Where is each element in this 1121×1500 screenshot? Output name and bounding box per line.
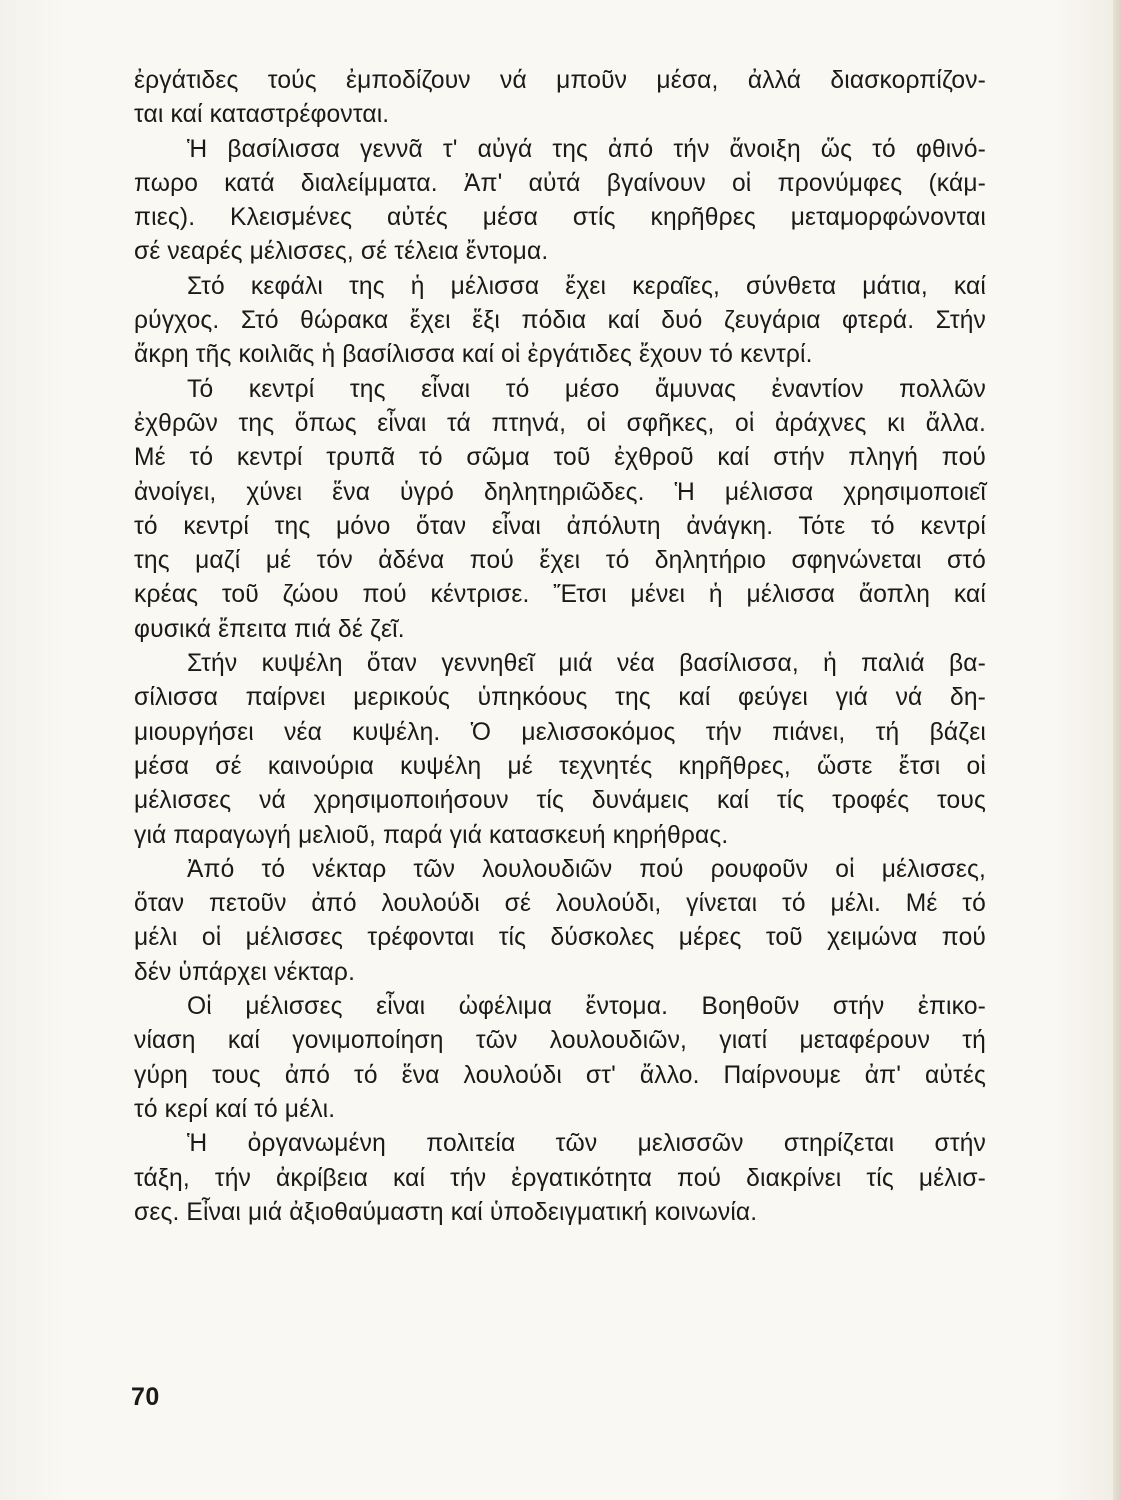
- text-line: νίαση καί γονιμοποίηση τῶν λουλουδιῶν, γιατί μεταφέρουν τή: [134, 1027, 986, 1055]
- text-line: τάξη, τήν ἀκρίβεια καί τήν ἐργατικότητα πού διακρίνει τίς μέλισ-: [134, 1164, 986, 1192]
- text-line: Οἱ μέλισσες εἶναι ὠφέλιμα ἔντομα. Βοηθοῦν στήν ἐπικο-: [187, 993, 986, 1021]
- text-line: μέλισσες νά χρησιμοποιήσουν τίς δυνάμεις καί τίς τροφές τους: [134, 787, 986, 815]
- text-line: Ἡ βασίλισσα γεννᾶ τ' αὐγά της ἀπό τήν ἄνοιξη ὥς τό φθινό-: [187, 135, 986, 163]
- text-line: φυσικά ἔπειτα πιά δέ ζεῖ.: [134, 615, 405, 643]
- paragraph: [134, 990, 986, 1127]
- page-edge-shadow: [1113, 0, 1121, 1500]
- text-line: μέλι οἱ μέλισσες τρέφονται τίς δύσκολες μέρες τοῦ χειμώνα πού: [134, 924, 986, 952]
- text-line: Τό κεντρί της εἶναι τό μέσο ἄμυνας ἐναντίον πολλῶν: [187, 375, 986, 403]
- text-line: Ἡ ὀργανωμένη πολιτεία τῶν μελισσῶν στηρίζεται στήν: [187, 1130, 986, 1158]
- paragraph: [134, 1127, 986, 1230]
- text-line: ἐργάτιδες τούς ἐμποδίζουν νά μποῦν μέσα, ἀλλά διασκορπίζον-: [134, 67, 986, 94]
- text-line: τό κερί καί τό μέλι.: [134, 1095, 336, 1123]
- text-line: δέν ὑπάρχει νέκταρ.: [134, 958, 356, 986]
- text-line: σέ νεαρές μέλισσες, σέ τέλεια ἔντομα.: [134, 238, 549, 266]
- page-number: 70: [131, 1383, 160, 1411]
- text-line: Μέ τό κεντρί τρυπᾶ τό σῶμα τοῦ ἐχθροῦ καί στήν πληγή πού: [134, 444, 986, 472]
- text-line: ἀνοίγει, χύνει ἕνα ὑγρό δηλητηριῶδες. Ἡ μέλισσα χρησιμοποιεῖ: [134, 478, 986, 506]
- paragraph: [134, 133, 986, 270]
- text-line: πωρο κατά διαλείμματα. Ἀπ' αὐτά βγαίνουν οἱ προνύμφες (κάμ-: [134, 169, 986, 197]
- text-line: μιουργήσει νέα κυψέλη. Ὁ μελισσοκόμος τήν πιάνει, τή βάζει: [134, 718, 986, 746]
- paragraph: [134, 64, 986, 133]
- text-line: Στό κεφάλι της ἡ μέλισσα ἔχει κεραῖες, σύνθετα μάτια, καί: [187, 272, 986, 300]
- paragraph: [134, 270, 986, 373]
- text-line: πιες). Κλεισμένες αὐτές μέσα στίς κηρῆθρες μεταμορφώνονται: [134, 204, 986, 232]
- text-line: Ἀπό τό νέκταρ τῶν λουλουδιῶν πού ρουφοῦν οἱ μέλισσες,: [187, 855, 986, 883]
- paragraph: [134, 373, 986, 647]
- text-line: σίλισσα παίρνει μερικούς ὑπηκόους της καί φεύγει γιά νά δη-: [134, 684, 986, 712]
- paragraph: [134, 853, 986, 990]
- text-line: ἐχθρῶν της ὅπως εἶναι τά πτηνά, οἱ σφῆκες, οἱ ἀράχνες κι ἄλλα.: [134, 409, 986, 437]
- text-line: της μαζί μέ τόν ἀδένα πού ἔχει τό δηλητήριο σφηνώνεται στό: [134, 547, 986, 575]
- text-line: γιά παραγωγή μελιοῦ, παρά γιά κατασκευή κηρήθρας.: [134, 821, 729, 849]
- text-line: τό κεντρί της μόνο ὅταν εἶναι ἀπόλυτη ἀνάγκη. Τότε τό κεντρί: [134, 512, 986, 540]
- text-line: ται καί καταστρέφονται.: [134, 101, 390, 129]
- text-line: ἄκρη τῆς κοιλιᾶς ἡ βασίλισσα καί οἱ ἐργάτιδες ἔχουν τό κεντρί.: [134, 341, 813, 369]
- body-text: [134, 64, 986, 1230]
- text-line: γύρη τους ἀπό τό ἕνα λουλούδι στ' ἄλλο. Παίρνουμε ἀπ' αὐτές: [134, 1061, 986, 1089]
- text-line: σες. Εἶναι μιά ἀξιοθαύμαστη καί ὑποδειγματική κοινωνία.: [134, 1198, 758, 1226]
- text-line: ρύγχος. Στό θώρακα ἔχει ἕξι πόδια καί δυό ζευγάρια φτερά. Στήν: [134, 307, 986, 335]
- text-line: Στήν κυψέλη ὅταν γεννηθεῖ μιά νέα βασίλισσα, ἡ παλιά βα-: [187, 650, 986, 678]
- text-line: κρέας τοῦ ζώου πού κέντρισε. Ἔτσι μένει ἡ μέλισσα ἄοπλη καί: [134, 581, 986, 609]
- text-line: μέσα σέ καινούρια κυψέλη μέ τεχνητές κηρῆθρες, ὥστε ἔτσι οἱ: [134, 752, 986, 780]
- paragraph: [134, 647, 986, 853]
- text-line: ὅταν πετοῦν ἀπό λουλούδι σέ λουλούδι, γίνεται τό μέλι. Μέ τό: [134, 890, 986, 918]
